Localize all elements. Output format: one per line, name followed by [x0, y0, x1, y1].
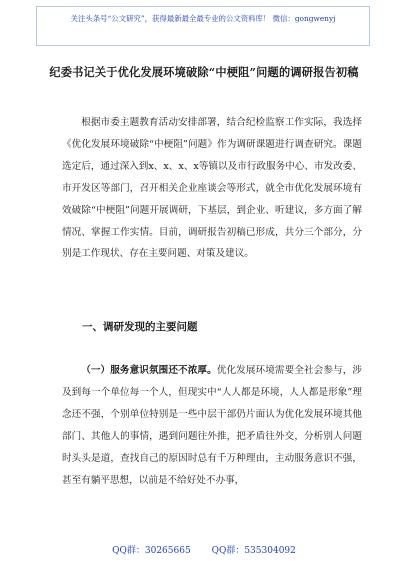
intro-paragraph: 根据市委主题教育活动安排部署，结合纪检监察工作实际，我选择《优化发展环境破除“中梗阻”问题》作为调研课题进行调查研究。课题选定后，通过深入到x、x、x、x等镇以及市行政服务中心、市发改委、市开发区等部门，召开相关企业座谈会等形式，就全市优化发展环境有效破除“中梗阻”问题开展调研，下基层，到企业、听建议，多方面了解情况、掌握工作实情。目前，调研报告初稿已形成，共分三个部分，分别是工作现状、存在主要问题、对策及建议。 — [62, 117, 362, 260]
promo-banner-text: 关注头条号“公文研究”，获得最新最全最专业的公文资料库！ 微信：gongwenyj — [70, 14, 336, 23]
footer-contact — [0, 544, 408, 558]
document-title: 纪委书记关于优化发展环境破除“中梗阻”问题的调研报告初稿 — [49, 65, 359, 79]
subsection-heading: （一）服务意识氛围还不浓厚。 — [81, 365, 217, 376]
subsection-block — [62, 360, 362, 492]
promo-banner — [36, 6, 370, 46]
subsection-paragraph — [62, 360, 362, 492]
qq-group-1: QQ群：30265665 — [112, 546, 191, 556]
subsection-text: 优化发展环境需要全社会参与，涉及到每一个单位每一个人，但现实中“人人都是环境，人人都是形象”理念还不强，个别单位特别是一些中层干部仍片面认为优化发展环境其他部门、其他人的事情，遇到问题往外推，把矛盾往外交，分析别人问题时头头是道，查找自己的原因时总有千万种理由，主动服务意识不强，甚至有躺平思想，以前是不给好处不办事， — [62, 365, 362, 486]
section-heading: 一、调研发现的主要问题 — [82, 321, 198, 333]
intro-section — [62, 112, 362, 265]
qq-group-2: QQ群：535304092 — [211, 546, 296, 556]
